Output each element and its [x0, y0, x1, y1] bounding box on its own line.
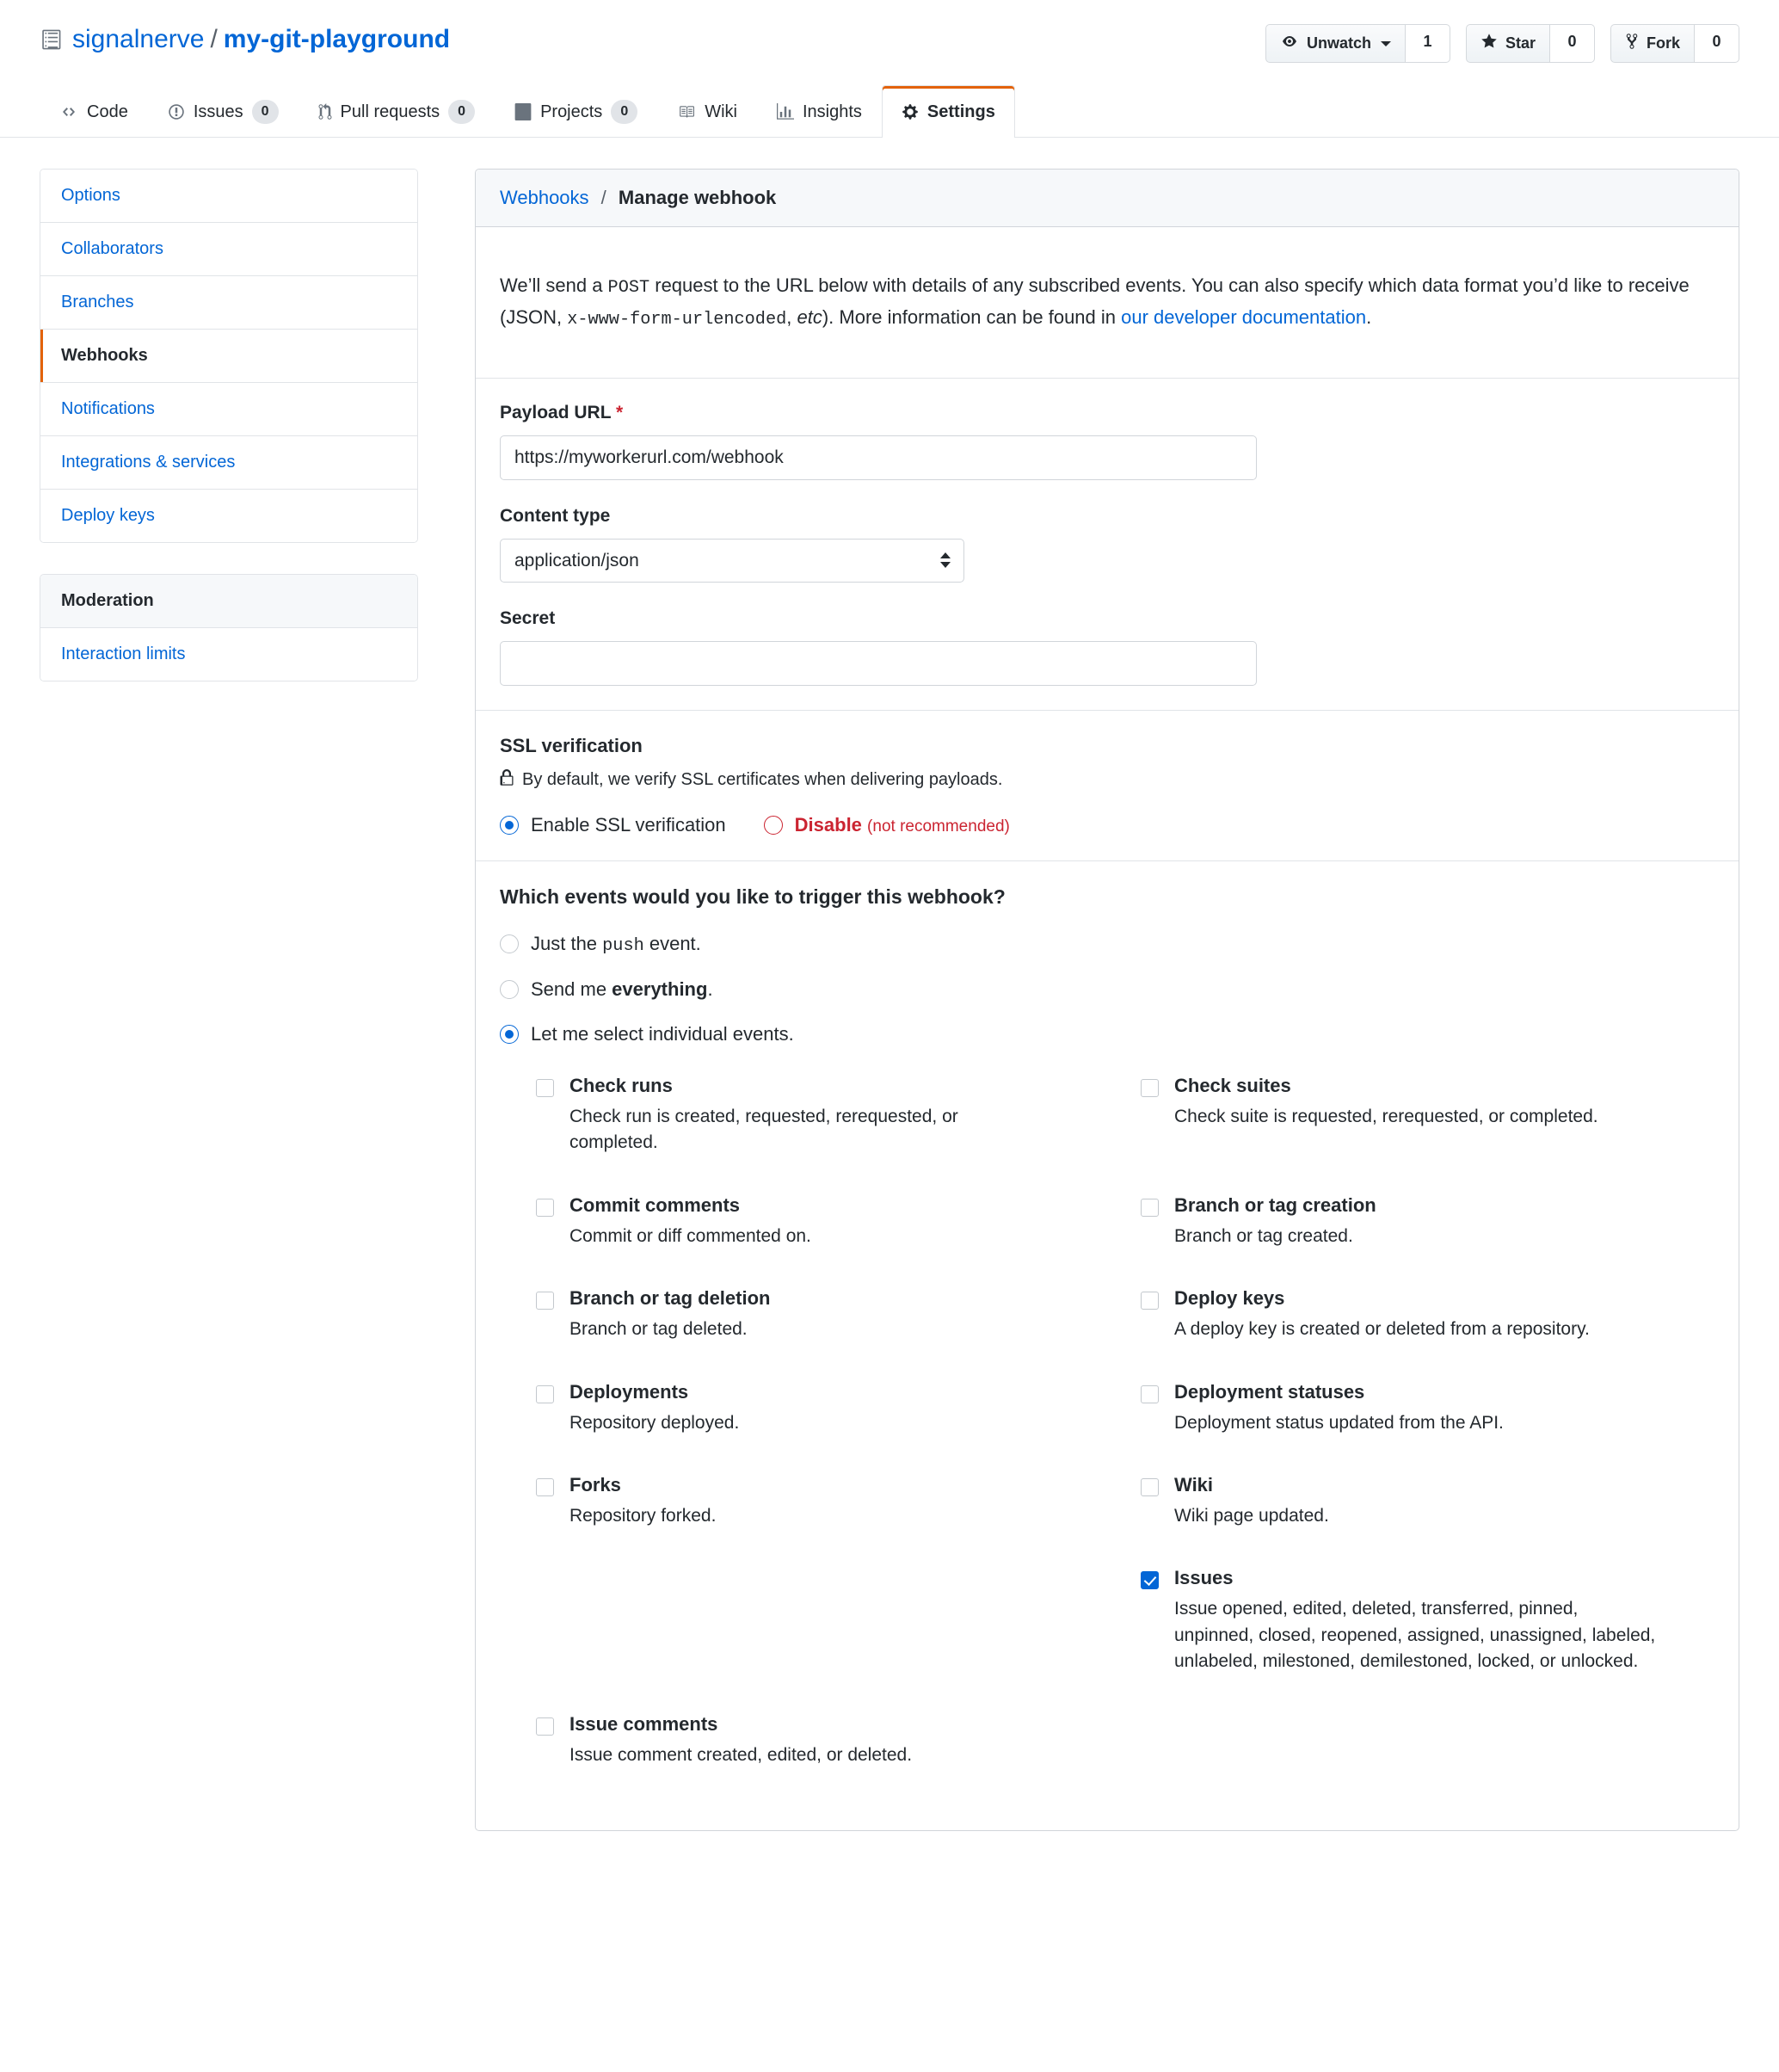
event-deployments-checkbox[interactable] [536, 1385, 554, 1403]
star-button-group [1466, 24, 1595, 63]
ssl-enable-option[interactable] [500, 814, 726, 836]
repo-title [40, 24, 450, 55]
content-type-select[interactable] [500, 539, 964, 583]
events-choice-everything-radio[interactable] [500, 980, 519, 999]
ssl-note-text: By default, we verify SSL certificates when delivering payloads. [522, 770, 1003, 790]
ssl-title: SSL verification [500, 734, 643, 756]
breadcrumb-webhooks-link[interactable]: Webhooks [500, 187, 589, 208]
fields-row [476, 379, 1739, 711]
events-question: Which events would you like to trigger this webhook? [500, 885, 1006, 908]
repo-nav [0, 85, 1779, 138]
webhook-box [475, 169, 1739, 1831]
intro-part1: We’ll send a [500, 274, 608, 296]
ssl-disable-option[interactable] [764, 814, 1010, 836]
book-icon [677, 104, 696, 120]
intro-em-etc: etc [797, 306, 822, 329]
tab-pull-requests-counter: 0 [448, 100, 475, 124]
sidebar-item-integrations-services[interactable]: Integrations & services [40, 436, 417, 490]
tab-code[interactable] [40, 85, 148, 138]
tab-projects-counter: 0 [611, 100, 637, 124]
intro-code-post: POST [607, 278, 650, 298]
event-wiki-checkbox[interactable] [1141, 1478, 1159, 1496]
events-choice-push[interactable] [500, 933, 1714, 956]
event-branch-or-tag-deletion-checkbox[interactable] [536, 1292, 554, 1310]
event-issues-checkbox[interactable] [1141, 1571, 1159, 1589]
tab-code-label: Code [87, 102, 128, 121]
intro-part5: . [1366, 306, 1372, 329]
secret-input[interactable] [500, 641, 1257, 686]
tab-projects-label: Projects [540, 102, 603, 121]
tab-projects[interactable] [495, 85, 657, 138]
event-issue-comments-name: Issue comments [569, 1712, 718, 1735]
watch-button-group [1265, 24, 1450, 63]
event-deployment-statuses[interactable] [1141, 1381, 1714, 1474]
events-choice-push-code: push [602, 935, 644, 956]
event-commit-comments[interactable] [536, 1194, 1110, 1287]
event-forks-desc: Repository forked. [569, 1505, 717, 1526]
event-check-suites-checkbox[interactable] [1141, 1079, 1159, 1097]
breadcrumb-separator: / [600, 187, 606, 208]
tab-issues-counter: 0 [252, 100, 279, 124]
intro-part3: , [786, 306, 797, 329]
event-deployment-statuses-desc: Deployment status updated from the API. [1174, 1412, 1504, 1433]
project-icon [514, 103, 532, 120]
eye-icon [1280, 34, 1299, 52]
tab-issues-label: Issues [193, 102, 243, 121]
repo-owner-link[interactable]: signalnerve [72, 25, 205, 53]
event-check-runs-name: Check runs [569, 1074, 673, 1096]
event-wiki-name: Wiki [1174, 1473, 1214, 1495]
ssl-disable-label: Disable [794, 813, 862, 836]
watch-count[interactable]: 1 [1406, 24, 1450, 63]
event-check-runs[interactable] [536, 1075, 1110, 1194]
star-button-label: Star [1505, 34, 1536, 52]
fork-button-label: Fork [1646, 34, 1680, 52]
event-commit-comments-checkbox[interactable] [536, 1199, 554, 1217]
events-choice-everything-label [531, 978, 713, 1001]
fork-icon [1625, 33, 1639, 54]
ssl-enable-label: Enable SSL verification [531, 813, 726, 836]
code-icon [59, 105, 78, 119]
event-wiki-desc: Wiki page updated. [1174, 1505, 1329, 1526]
event-branch-or-tag-creation-name: Branch or tag creation [1174, 1193, 1376, 1216]
events-choice-everything-bold: everything [612, 977, 708, 1000]
moderation-menu [40, 574, 418, 681]
payload-url-group [500, 403, 1714, 480]
secret-label: Secret [500, 607, 556, 628]
issue-opened-icon [168, 103, 185, 120]
lock-icon [500, 769, 514, 792]
events-row [476, 861, 1739, 1830]
tab-pull-requests-label: Pull requests [340, 102, 440, 121]
settings-sidebar [40, 169, 418, 681]
events-grid-spacer [536, 1567, 1110, 1712]
event-deploy-keys-checkbox[interactable] [1141, 1292, 1159, 1310]
event-issues-desc: Issue opened, edited, deleted, transferred, pinned, unpinned, closed, reopened, assigned, unassigned, labeled, unlabeled, milestoned, demilestoned, locked, or unlocked. [1174, 1599, 1656, 1672]
intro-part4: ). More information can be found in [822, 306, 1122, 329]
event-wiki[interactable] [1141, 1474, 1714, 1567]
intro-code-urlencoded: x-www-form-urlencoded [567, 310, 787, 330]
event-deploy-keys[interactable] [1141, 1287, 1714, 1380]
tab-pull-requests[interactable] [299, 85, 496, 138]
event-branch-or-tag-deletion-name: Branch or tag deletion [569, 1287, 771, 1310]
secret-group [500, 608, 1714, 686]
event-forks-checkbox[interactable] [536, 1478, 554, 1496]
event-forks-name: Forks [569, 1473, 621, 1495]
tab-insights[interactable] [757, 85, 882, 138]
event-issue-comments[interactable] [536, 1713, 1110, 1806]
ssl-disable-label-wrap [795, 814, 1010, 836]
unwatch-button-label: Unwatch [1306, 34, 1371, 52]
event-issues[interactable] [1141, 1567, 1714, 1712]
event-branch-or-tag-deletion[interactable] [536, 1287, 1110, 1380]
repo-name-link[interactable]: my-git-playground [223, 25, 451, 53]
event-check-suites-desc: Check suite is requested, rerequested, or completed. [1174, 1106, 1598, 1126]
payload-url-required-mark: * [616, 402, 624, 422]
ssl-enable-radio[interactable] [500, 816, 519, 835]
ssl-radio-row [500, 814, 1714, 836]
ssl-disable-radio[interactable] [764, 816, 783, 835]
gear-icon [902, 103, 919, 120]
sidebar-item-deploy-keys[interactable]: Deploy keys [40, 490, 417, 542]
content-type-select-wrap [500, 539, 964, 583]
fork-button[interactable] [1610, 24, 1695, 63]
event-branch-or-tag-creation[interactable] [1141, 1194, 1714, 1287]
content-type-label: Content type [500, 505, 611, 526]
event-commit-comments-name: Commit comments [569, 1193, 741, 1216]
events-choice-everything-pre: Send me [531, 977, 612, 1000]
payload-url-label [500, 403, 1714, 423]
events-choice-individual[interactable] [500, 1023, 1714, 1045]
tab-wiki-label: Wiki [705, 102, 737, 121]
payload-url-input[interactable] [500, 435, 1257, 480]
graph-icon [777, 103, 794, 120]
events-choice-push-label [531, 933, 701, 956]
intro-row [476, 227, 1739, 379]
event-deployments[interactable] [536, 1381, 1110, 1474]
events-choice-everything[interactable] [500, 978, 1714, 1001]
tab-insights-label: Insights [802, 102, 862, 121]
git-pull-request-icon [318, 103, 332, 120]
events-choice-individual-label: Let me select individual events. [531, 1022, 794, 1045]
webhook-form [475, 169, 1739, 1831]
event-issue-comments-desc: Issue comment created, edited, or deleted. [569, 1744, 913, 1765]
events-choice-push-post: event. [643, 932, 701, 954]
ssl-note [500, 769, 1714, 792]
chevron-down-icon [1381, 41, 1391, 46]
event-branch-or-tag-creation-desc: Branch or tag created. [1174, 1225, 1353, 1246]
intro-text [500, 270, 1714, 335]
repo-icon [40, 28, 62, 51]
sidebar-item-notifications[interactable]: Notifications [40, 383, 417, 436]
breadcrumb-current: Manage webhook [618, 187, 777, 208]
event-deployment-statuses-name: Deployment statuses [1174, 1380, 1365, 1403]
event-branch-or-tag-creation-checkbox[interactable] [1141, 1199, 1159, 1217]
sidebar-item-collaborators[interactable]: Collaborators [40, 223, 417, 276]
events-choice-everything-post: . [707, 977, 713, 1000]
event-check-suites-name: Check suites [1174, 1074, 1291, 1096]
ssl-verification-row [476, 711, 1739, 861]
events-grid [500, 1075, 1714, 1806]
sidebar-item-options[interactable]: Options [40, 170, 417, 223]
events-choice-individual-radio[interactable] [500, 1025, 519, 1044]
events-choice-push-pre: Just the [531, 932, 603, 954]
event-issues-name: Issues [1174, 1567, 1234, 1589]
star-count[interactable]: 0 [1550, 24, 1595, 63]
sidebar-item-webhooks[interactable]: Webhooks [40, 330, 417, 383]
event-check-suites[interactable] [1141, 1075, 1714, 1194]
sidebar-item-interaction-limits[interactable]: Interaction limits [40, 628, 417, 681]
unwatch-button[interactable] [1265, 24, 1406, 63]
breadcrumb [476, 170, 1739, 227]
star-icon [1480, 33, 1498, 54]
tab-issues[interactable] [148, 85, 299, 138]
tab-wiki[interactable] [657, 85, 757, 138]
developer-documentation-link[interactable]: our developer documentation [1121, 306, 1367, 329]
settings-page [0, 138, 1779, 1831]
event-deployment-statuses-checkbox[interactable] [1141, 1385, 1159, 1403]
event-forks[interactable] [536, 1474, 1110, 1567]
payload-url-label-text: Payload URL [500, 402, 612, 422]
event-deployments-name: Deployments [569, 1380, 689, 1403]
event-deployments-desc: Repository deployed. [569, 1412, 740, 1433]
tab-settings[interactable] [882, 85, 1015, 138]
tab-settings-label: Settings [926, 102, 995, 121]
event-check-runs-checkbox[interactable] [536, 1079, 554, 1097]
event-deploy-keys-name: Deploy keys [1174, 1287, 1285, 1310]
event-branch-or-tag-deletion-desc: Branch or tag deleted. [569, 1319, 748, 1340]
event-issue-comments-checkbox[interactable] [536, 1717, 554, 1736]
repo-header [0, 0, 1779, 63]
content-type-group [500, 506, 1714, 583]
star-button[interactable] [1466, 24, 1550, 63]
ssl-disable-note: (not recommended) [867, 817, 1010, 836]
settings-menu [40, 169, 418, 543]
intro-part2: request to the URL below with details of any subscribed events. You can also specify which data format you’d like to receive (JSON, [500, 274, 1690, 329]
moderation-heading: Moderation [40, 575, 417, 628]
event-commit-comments-desc: Commit or diff commented on. [569, 1225, 811, 1246]
repo-actions [1265, 24, 1739, 63]
events-choice-push-radio[interactable] [500, 934, 519, 953]
event-deploy-keys-desc: A deploy key is created or deleted from a repository. [1174, 1319, 1590, 1340]
sidebar-item-branches[interactable]: Branches [40, 276, 417, 330]
repo-separator: / [210, 25, 218, 53]
fork-button-group [1610, 24, 1739, 63]
fork-count[interactable]: 0 [1695, 24, 1739, 63]
event-check-runs-desc: Check run is created, requested, rerequested, or completed. [569, 1106, 958, 1153]
